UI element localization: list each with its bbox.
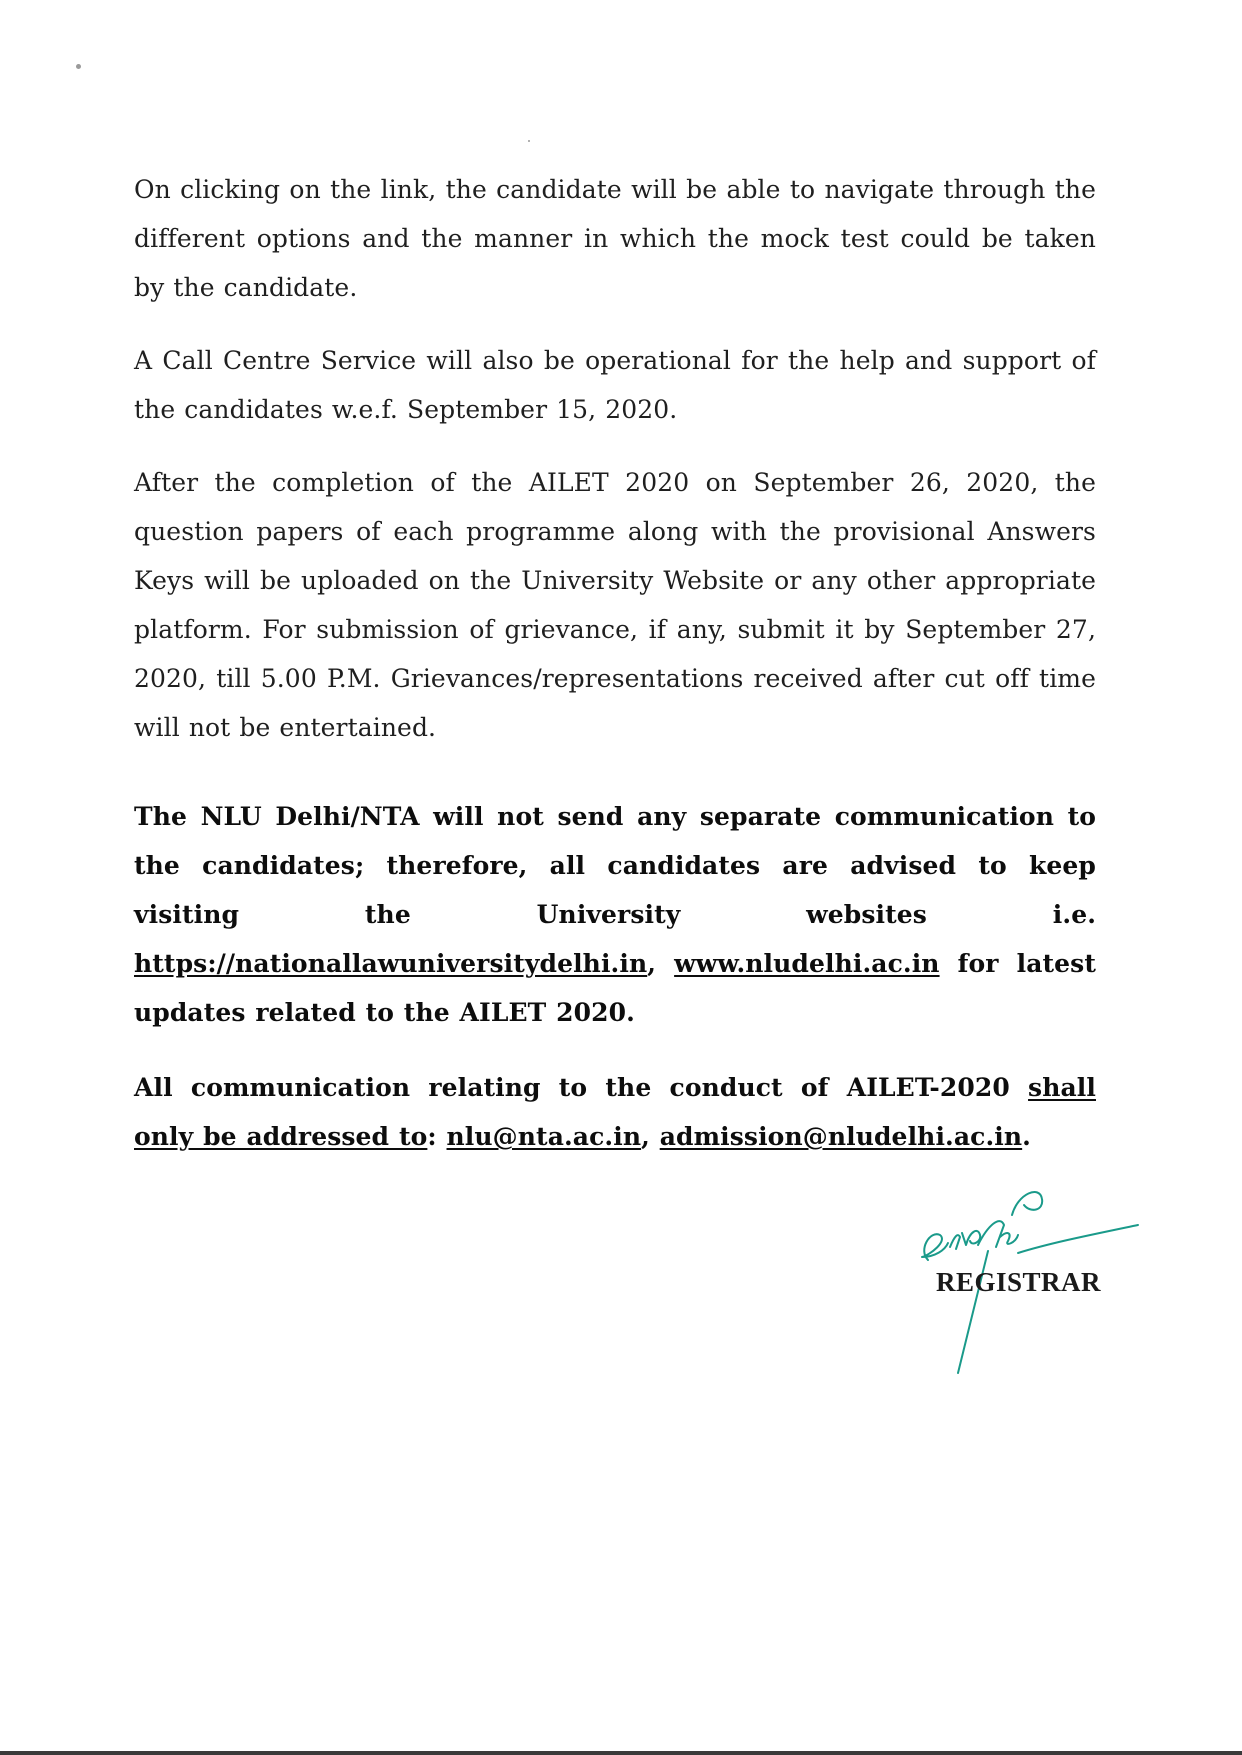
notice-separator: ,	[647, 949, 675, 978]
scan-speck	[528, 140, 530, 142]
document-body	[134, 165, 1096, 1185]
paragraph-mock-test: On clicking on the link, the candidate will be able to navigate through the different options and the manner in which the mock test could be taken by the candidate.	[134, 175, 1096, 302]
nta-email-link[interactable]: nlu@nta.ac.in	[446, 1122, 642, 1151]
nludelhi-website-link[interactable]: www.nludelhi.ac.in	[674, 949, 940, 978]
signature-block	[900, 1175, 1160, 1375]
university-website-link[interactable]: https://nationallawuniversitydelhi.in	[134, 949, 648, 978]
notice-text-before: The NLU Delhi/NTA will not send any separate communication to the candidates; therefore, all candidates are advised to keep visiting the University websites i.e.	[134, 802, 1096, 929]
paragraph-call-centre: A Call Centre Service will also be operational for the help and support of the candidates w.e.f. September 15, 2020.	[134, 346, 1096, 424]
contact-separator: ,	[641, 1122, 660, 1151]
scan-speck	[76, 64, 81, 69]
contact-text-before: All communication relating to the conduct of AILET-2020	[134, 1073, 1029, 1102]
notice-paragraph	[134, 792, 1096, 1037]
contact-paragraph	[134, 1063, 1096, 1161]
admission-email-link[interactable]: admission@nludelhi.ac.in	[659, 1122, 1023, 1151]
contact-underlined-phrase: shall only be addressed to	[134, 1073, 1096, 1151]
contact-end: .	[1022, 1122, 1031, 1151]
contact-colon: :	[427, 1122, 447, 1151]
notice-text-after: for latest updates related to the AILET 2020.	[134, 949, 1096, 1027]
registrar-title: REGISTRAR	[936, 1267, 1102, 1297]
scan-bottom-edge	[0, 1751, 1242, 1755]
paragraph-answer-keys: After the completion of the AILET 2020 on September 26, 2020, the question papers of each programme along with the provisional Answers Keys will be uploaded on the University Website or any other appropriate platform. For submission of grievance, if any, submit it by September 27, 2020, till 5.00 P.M. Grievances/representations received after cut off time will not be entertained.	[134, 468, 1096, 742]
